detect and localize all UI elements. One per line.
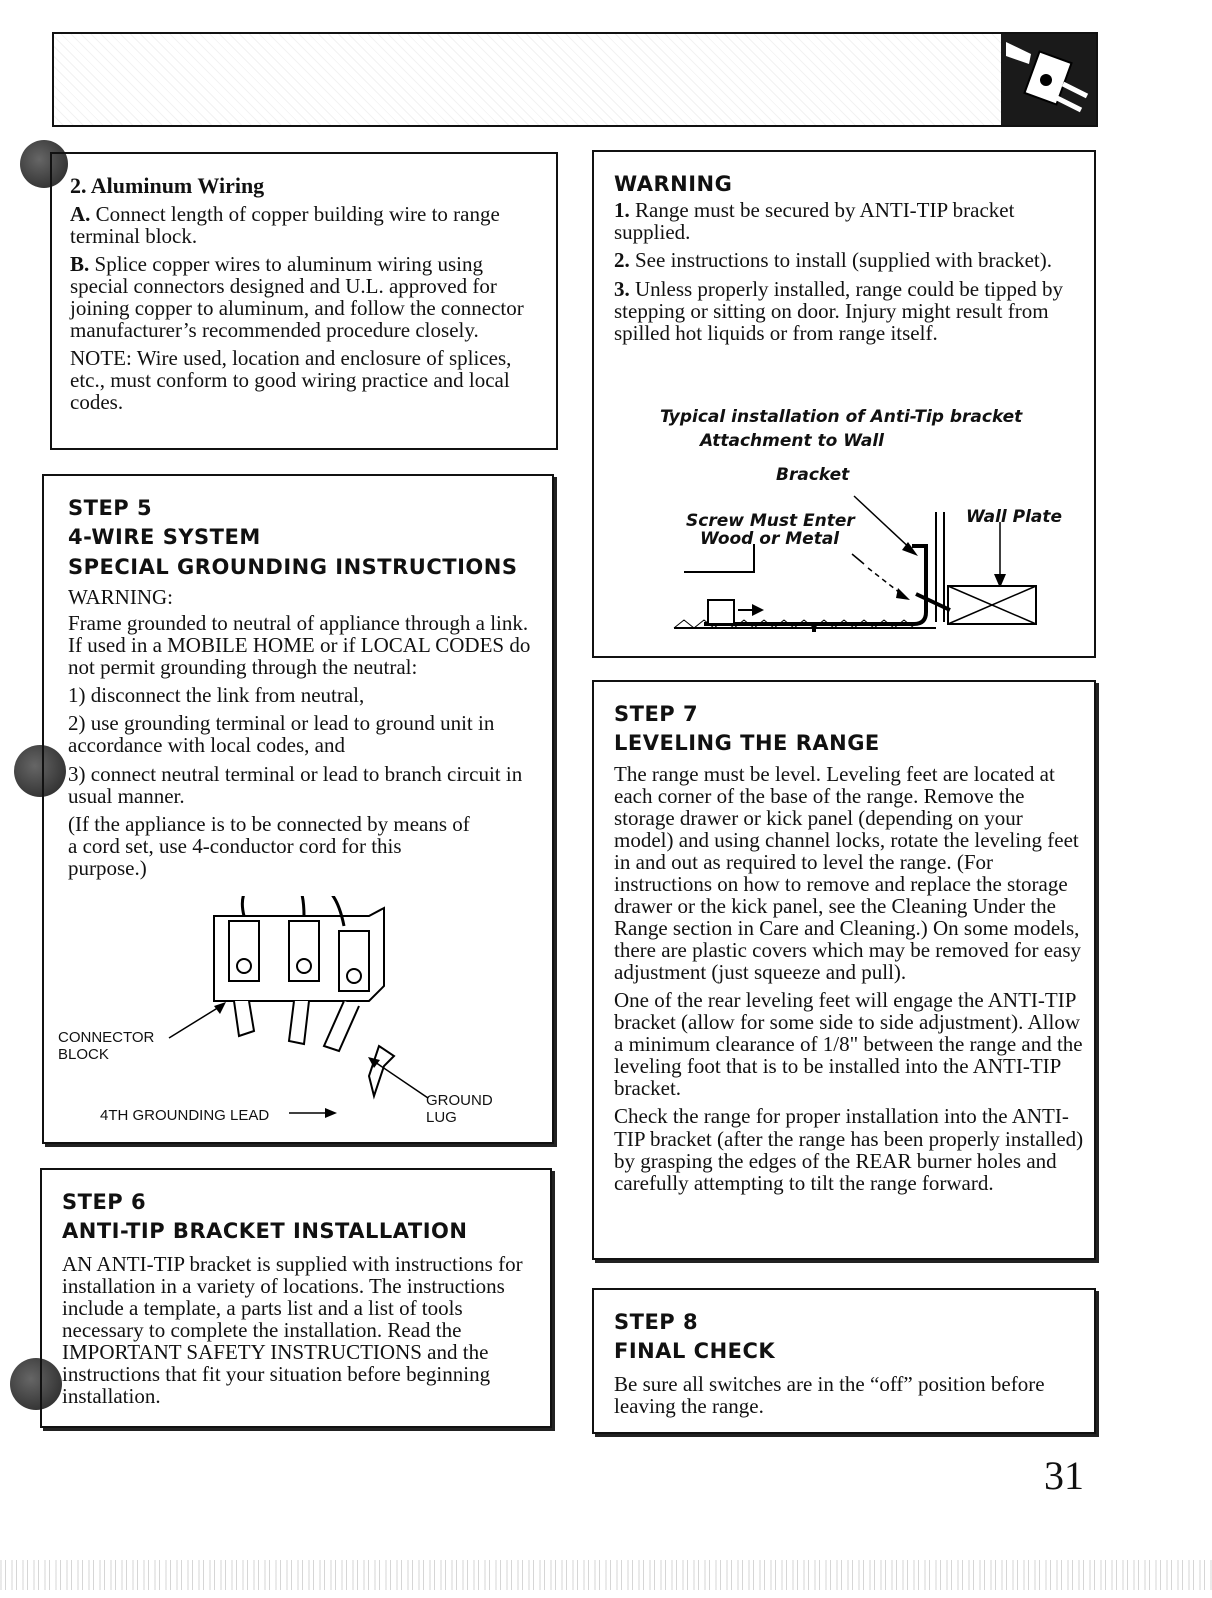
step8-text: Be sure all switches are in the “off” position before leaving the range. [614, 1371, 1045, 1418]
grounding-lead-arrow [289, 1106, 339, 1120]
step8-box [592, 1288, 1096, 1434]
step5-subtitle: SPECIAL GROUNDING INSTRUCTIONS [68, 554, 518, 579]
step6-text: AN ANTI-TIP bracket is supplied with instructions for installation in a variety of locations. The instructions include a template, a parts list and a list of tools necessary to complete the installation. Read the IMPORTANT SAFETY INSTRUCTIONS and the instructions that fit your situation before beginning installation. [62, 1251, 523, 1409]
step8-title: FINAL CHECK [614, 1339, 776, 1364]
power-plug-icon [1001, 34, 1096, 125]
warning-item-1: 1. Range must be secured by ANTI-TIP bracket supplied. [614, 198, 1015, 245]
screw-label-2: Wood or Metal [700, 529, 840, 549]
connector-block-label: CONNECTOR BLOCK [58, 1029, 155, 1063]
step-a: A. Connect length of copper building wire to range terminal block. [70, 202, 500, 249]
diagram-caption: Typical installation of Anti-Tip bracket [660, 407, 1023, 427]
grounding-lead-label: 4TH GROUNDING LEAD [100, 1107, 270, 1124]
step7-label: STEP 7 [614, 702, 699, 726]
step5-title: 4-WIRE SYSTEM [68, 525, 261, 550]
warning-box [592, 150, 1096, 658]
step5-warning: WARNING: [68, 585, 173, 610]
step7-paragraph-3: Check the range for proper installation into the ANTI-TIP bracket (after the range has been properly installed) by grasping the edges of the REAR burner holes and carefully attempting to tilt the range forward. [614, 1104, 1084, 1195]
step-b: B. Splice copper wires to aluminum wiring using special connectors designed and U.L. approved for joining copper to aluminum, and follow the connector manufacturer’s recommended procedure closely. [70, 252, 524, 343]
scan-edge [0, 1560, 1212, 1590]
step5-label: STEP 5 [68, 496, 153, 520]
step5-item-3: 3) connect neutral terminal or lead to branch circuit in usual manner. [68, 761, 523, 808]
step6-box [40, 1168, 552, 1428]
step7-paragraph-2: One of the rear leveling feet will engage the ANTI-TIP bracket (allow for some side to side adjustment). Allow a minimum clearance of 1/8" between the range and the leveling foot that is to be installed into the ANTI-TIP bracket. [614, 988, 1083, 1101]
step8-label: STEP 8 [614, 1310, 699, 1334]
wiring-note: NOTE: Wire used, location and enclosure of splices, etc., must conform to good wiring practice and local codes. [70, 346, 512, 415]
warning-title: WARNING [614, 172, 733, 196]
screw-label: Screw Must Enter [686, 511, 855, 531]
step5-text: Frame grounded to neutral of appliance through a link. If used in a MOBILE HOME or if LOCAL CODES do not permit grounding through the neutral: [68, 611, 531, 680]
step6-label: STEP 6 [62, 1190, 147, 1214]
wall-plate-label: Wall Plate [966, 507, 1063, 527]
step5-box [42, 474, 554, 1144]
anti-tip-diagram [664, 482, 1064, 632]
page-number: 31 [1044, 1453, 1084, 1498]
step5-item-1: 1) disconnect the link from neutral, [68, 683, 365, 708]
step6-title: ANTI-TIP BRACKET INSTALLATION [62, 1219, 468, 1244]
aluminum-wiring-title: 2. Aluminum Wiring [70, 173, 265, 198]
step5-item-2: 2) use grounding terminal or lead to ground unit in accordance with local codes, and [68, 711, 495, 758]
diagram-subcaption: Attachment to Wall [700, 431, 884, 451]
bracket-label: Bracket [776, 465, 850, 485]
aluminum-wiring-box [50, 152, 558, 450]
warning-item-2: 2. See instructions to install (supplied with bracket). [614, 248, 1053, 273]
step5-cord-note: (If the appliance is to be connected by means of a cord set, use 4-conductor cord for this purpose.) [68, 811, 470, 880]
step7-title: LEVELING THE RANGE [614, 731, 880, 756]
ground-lug-arrow [364, 1054, 434, 1104]
ground-lug-label: GROUND LUG [426, 1092, 493, 1126]
warning-item-3: 3. Unless properly installed, range could be tipped by stepping or sitting on door. Injury might result from spilled hot liquids or from range itself. [614, 276, 1064, 345]
connector-arrow [164, 996, 234, 1046]
step7-box [592, 680, 1096, 1260]
step7-paragraph-1: The range must be level. Leveling feet are located at each corner of the base of the range. Remove the storage drawer or kick panel (depending on your model) and using channel locks, rotate the leveling feet in and out as required to level the range. (For instructions on how to remove and replace the storage drawer or the kick panel, see the Cleaning Under the Range section in Care and Cleaning.) On some models, there are plastic covers which may be removed for easy adjustment (just squeeze and pull). [614, 761, 1082, 985]
header-bar [52, 32, 1098, 127]
